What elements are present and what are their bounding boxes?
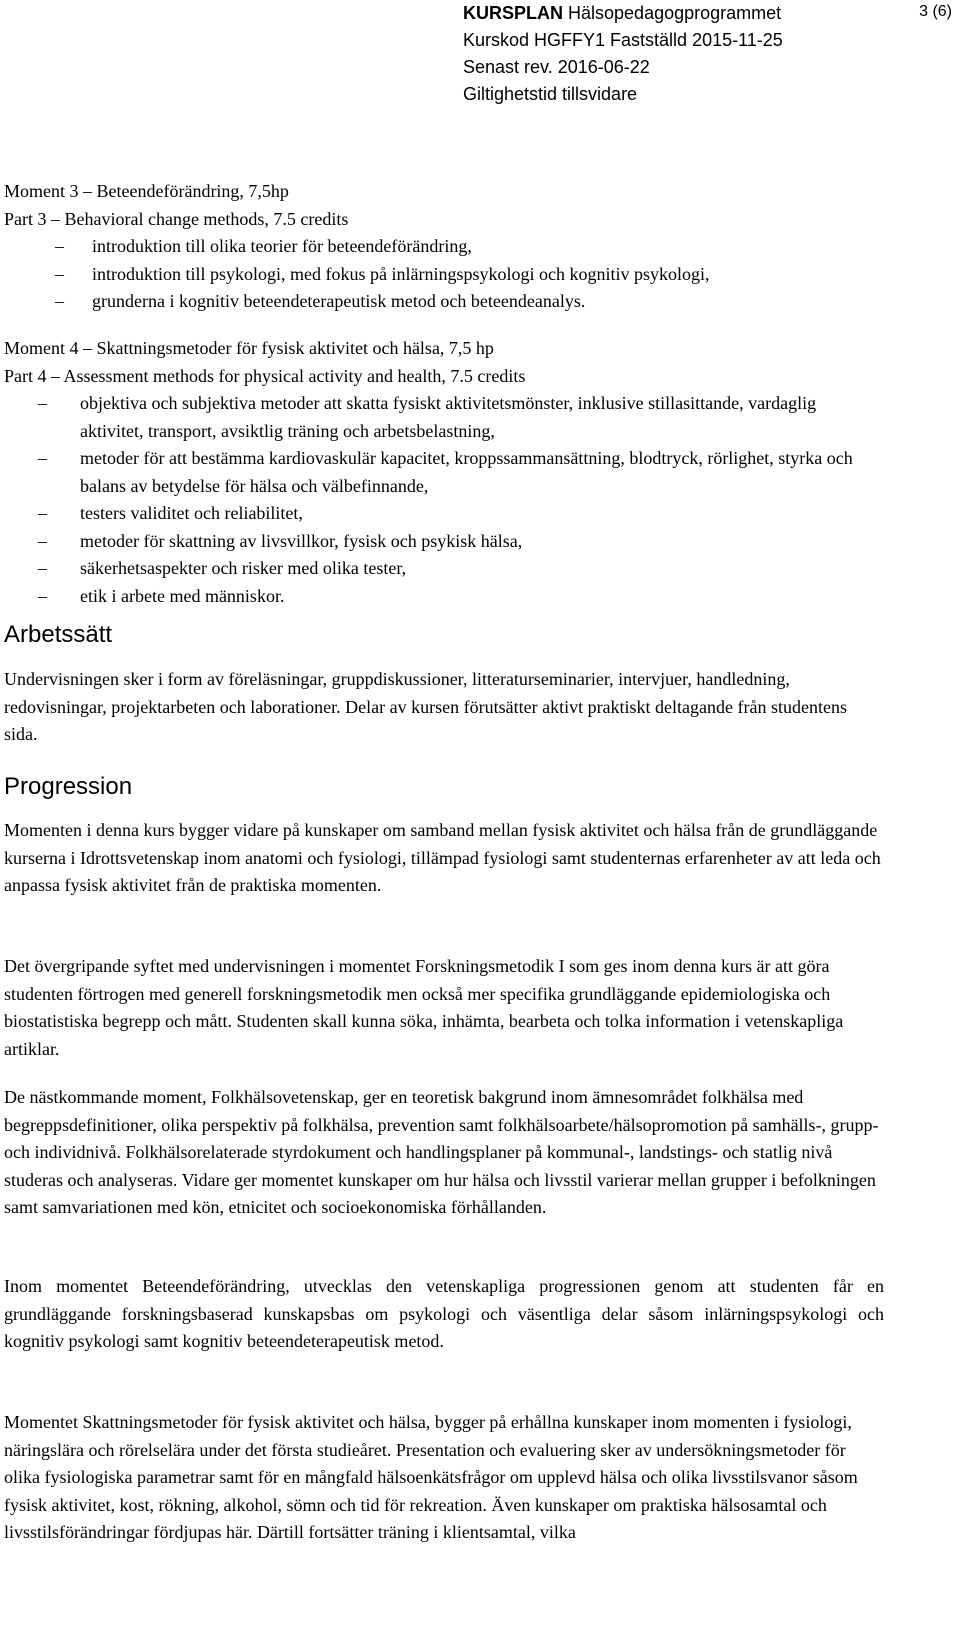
dash-bullet: –	[38, 393, 47, 413]
arbetssatt-text: Undervisningen sker i form av föreläsningar, gruppdiskussioner, litteraturseminarier, intervjuer, handledning, redovisningar, projektarbeten och laborationer. Delar av kursen förutsätter aktivt praktiskt deltagande från studentens sida.	[4, 669, 847, 744]
dash-bullet: –	[38, 585, 47, 606]
list-item-text: grunderna i kognitiv beteendeterapeutisk metod och beteendeanalys.	[92, 291, 586, 311]
header-kursplan-label: KURSPLAN	[463, 3, 564, 23]
paragraph-text: Momenten i denna kurs bygger vidare på kunskaper om samband mellan fysisk aktivitet och hälsa från de grundläggande kurserna i Idrottsvetenskap inom anatomi och fysiologi, tillämpad fysiologi samt studenternas erfarenheter av att leda och anpassa fysisk aktivitet från de praktiska momenten.	[4, 820, 881, 895]
list-item	[4, 528, 884, 556]
paragraph-text: Inom momentet Beteendeförändring, utvecklas den vetenskapliga progressionen genom att studenten får en grundläggande forskningsbaserad kunskapsbas om psykologi och väsentliga delar såsom inlärningspsykologi och kognitiv psykologi samt kognitiv beteendeterapeutisk metod.	[4, 1276, 884, 1351]
header-course-code: Kurskod HGFFY1 Fastställd 2015-11-25	[463, 30, 783, 50]
moment3-title-sv: Moment 3 – Beteendeförändring, 7,5hp	[4, 181, 289, 201]
dash-bullet: –	[38, 503, 47, 523]
page-number: 3 (6)	[919, 3, 952, 20]
list-item	[4, 583, 884, 611]
header-revision-date: Senast rev. 2016-06-22	[463, 57, 650, 77]
list-item	[4, 288, 954, 316]
list-item	[4, 445, 884, 500]
header-validity: Giltighetstid tillsvidare	[463, 84, 638, 104]
dash-bullet: –	[38, 558, 47, 578]
list-item	[4, 233, 954, 261]
list-item-text: introduktion till psykologi, med fokus på inlärningspsykologi och kognitiv psykologi,	[92, 263, 710, 284]
moment3-title-en: Part 3 – Behavioral change methods, 7.5 credits	[4, 208, 349, 229]
moment4-section	[4, 335, 884, 610]
list-item	[4, 500, 884, 528]
header-program-name: Hälsopedagogprogrammet	[563, 3, 782, 23]
list-item	[4, 390, 884, 445]
list-item	[4, 261, 954, 289]
progression-section	[4, 772, 954, 802]
progression-paragraph-2	[4, 953, 884, 1063]
progression-paragraph-1	[4, 817, 884, 900]
paragraph-text: De nästkommande moment, Folkhälsovetenskap, ger en teoretisk bakgrund inom ämnesområdet folkhälsa med begreppsdefinitioner, olika perspektiv på folkhälsa, prevention samt folkhälsoarbete/hälsopromotion på samhälls-, grupp- och individnivå. Folkhälsorelaterade styrdokument och handlingsplaner på kommunal-, landstings- och statlig nivå studeras och analyseras. Vidare ger momentet kunskaper om hur hälsa och livsstil varierar mellan grupper i befolkningen samt samvariationen med kön, etnicitet och socioekonomiska förhållanden.	[4, 1087, 879, 1217]
progression-paragraph-4	[4, 1273, 884, 1356]
progression-paragraph-3	[4, 1084, 884, 1222]
moment4-title-sv: Moment 4 – Skattningsmetoder för fysisk aktivitet och hälsa, 7,5 hp	[4, 338, 494, 358]
document-header	[463, 0, 863, 108]
dash-bullet: –	[38, 530, 47, 551]
progression-heading: Progression	[4, 773, 133, 800]
list-item-text: metoder för skattning av livsvillkor, fysisk och psykisk hälsa,	[80, 530, 523, 551]
arbetssatt-body	[4, 666, 884, 749]
moment3-section	[4, 178, 954, 316]
progression-paragraph-5	[4, 1409, 884, 1547]
dash-bullet: –	[38, 448, 47, 468]
dash-bullet: –	[55, 291, 64, 311]
dash-bullet: –	[55, 263, 64, 284]
paragraph-text: Det övergripande syftet med undervisningen i momentet Forskningsmetodik I som ges inom denna kurs är att göra studenten förtrogen med generell forskningsmetodik men också mer specifika grundläggande epidemiologiska och biostatistiska begrepp och mått. Studenten skall kunna söka, inhämta, bearbeta och tolka information i vetenskapliga artiklar.	[4, 956, 844, 1059]
list-item	[4, 555, 884, 583]
dash-bullet: –	[55, 236, 64, 256]
arbetssatt-heading: Arbetssätt	[4, 621, 113, 648]
arbetssatt-section	[4, 620, 954, 650]
list-item-text: testers validitet och reliabilitet,	[80, 503, 303, 523]
header-course-title	[463, 0, 863, 27]
paragraph-text: Momentet Skattningsmetoder för fysisk aktivitet och hälsa, bygger på erhållna kunskaper inom momenten i fysiologi, näringslära och rörelselära under det första studieåret. Presentation och evaluering sker av undersökningsmetoder för olika fysiologiska parametrar samt för en mångfald hälsoenkätsfrågor om upplevd hälsa och olika livsstilsvanor såsom fysisk aktivitet, kost, rökning, alkohol, sömn och tid för rekreation. Även kunskaper om praktiska hälsosamtal och livsstilsförändringar fördjupas här. Därtill fortsätter träning i klientsamtal, vilka	[4, 1412, 858, 1542]
list-item-text: etik i arbete med människor.	[80, 585, 285, 606]
list-item-text: introduktion till olika teorier för beteendeförändring,	[92, 236, 472, 256]
moment4-title-en: Part 4 – Assessment methods for physical activity and health, 7.5 credits	[4, 365, 526, 386]
list-item-text: metoder för att bestämma kardiovaskulär kapacitet, kroppssammansättning, blodtryck, rörlighet, styrka och balans av betydelse för hälsa och välbefinnande,	[80, 448, 853, 496]
list-item-text: säkerhetsaspekter och risker med olika tester,	[80, 558, 407, 578]
list-item-text: objektiva och subjektiva metoder att skatta fysiskt aktivitetsmönster, inklusive stillasittande, vardaglig aktivitet, transport, avsiktlig träning och arbetsbelastning,	[80, 393, 817, 441]
